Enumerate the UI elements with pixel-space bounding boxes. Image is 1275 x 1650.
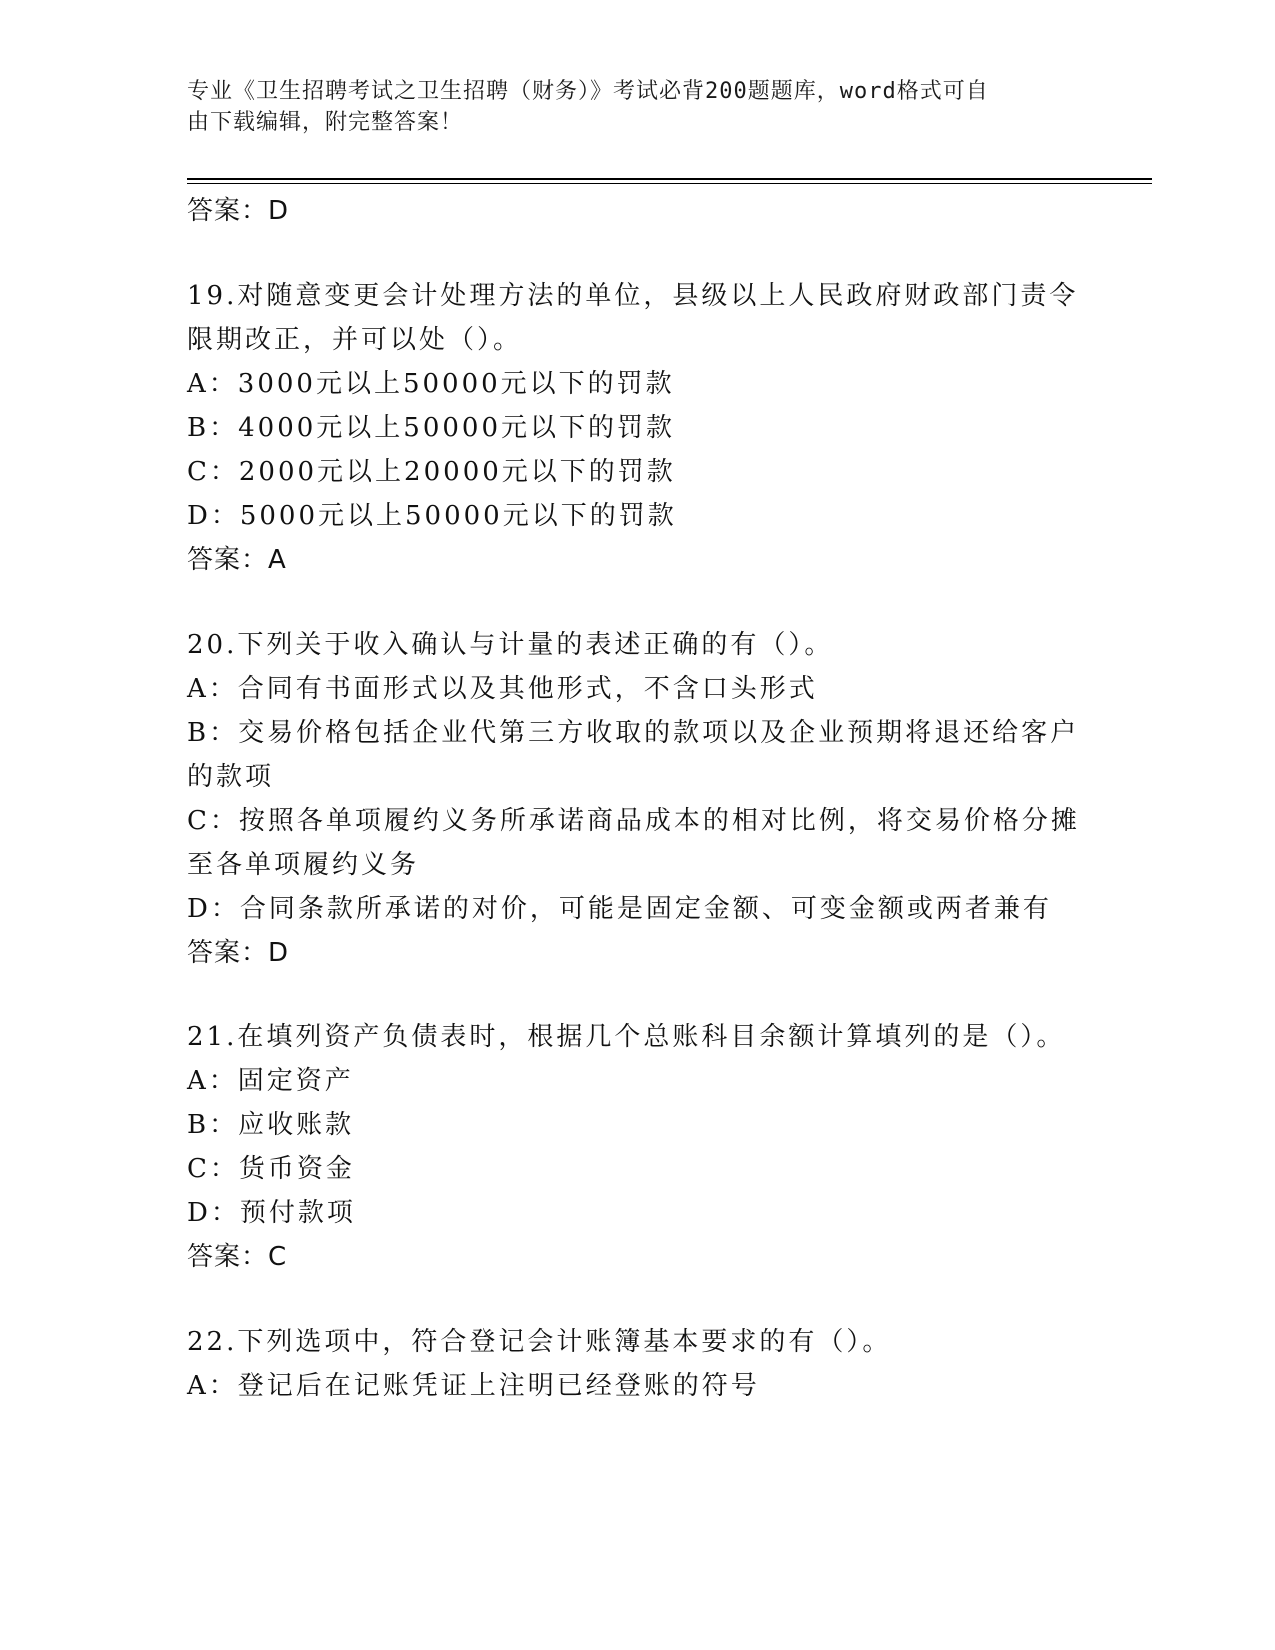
question-21-answer: 答案：C xyxy=(187,1242,288,1272)
question-21-option-a: A：固定资产 xyxy=(187,1066,354,1096)
question-20-option-b-line-2: 的款项 xyxy=(187,762,275,792)
header-line-1: 专业《卫生招聘考试之卫生招聘（财务）》考试必背200题题库，word格式可自 xyxy=(187,79,989,104)
question-21-stem: 21.在填列资产负债表时，根据几个总账科目余额计算填列的是（）。 xyxy=(187,1022,1066,1052)
previous-answer: 答案：D xyxy=(187,196,290,226)
document-header xyxy=(187,76,1067,138)
question-19-option-b: B：4000元以上50000元以下的罚款 xyxy=(187,413,675,443)
header-rule-thin xyxy=(187,183,1152,184)
question-21-option-c: C：货币资金 xyxy=(187,1154,355,1184)
header-line-2: 由下载编辑，附完整答案！ xyxy=(187,110,464,135)
question-20-option-b-line-1: B：交易价格包括企业代第三方收取的款项以及企业预期将退还给客户 xyxy=(187,718,1080,748)
question-19-option-d: D：5000元以上50000元以下的罚款 xyxy=(187,501,677,531)
question-20-option-c-line-2: 至各单项履约义务 xyxy=(187,850,420,880)
question-21-option-b: B：应收账款 xyxy=(187,1110,355,1140)
question-19-stem-line-1: 19.对随意变更会计处理方法的单位，县级以上人民政府财政部门责令 xyxy=(187,281,1079,311)
question-19-option-a: A：3000元以上50000元以下的罚款 xyxy=(187,369,675,399)
question-20-stem: 20.下列关于收入确认与计量的表述正确的有（）。 xyxy=(187,630,834,660)
question-22-stem: 22.下列选项中，符合登记会计账簿基本要求的有（）。 xyxy=(187,1327,892,1357)
question-19-option-c: C：2000元以上20000元以下的罚款 xyxy=(187,457,676,487)
question-22-option-a: A：登记后在记账凭证上注明已经登账的符号 xyxy=(187,1371,760,1401)
question-19-answer: 答案：A xyxy=(187,545,287,575)
question-20-answer: 答案：D xyxy=(187,938,290,968)
question-20-option-a: A：合同有书面形式以及其他形式，不含口头形式 xyxy=(187,674,818,704)
question-19-stem-line-2: 限期改正，并可以处（）。 xyxy=(187,325,523,355)
question-20-option-d: D：合同条款所承诺的对价，可能是固定金额、可变金额或两者兼有 xyxy=(187,894,1052,924)
header-rule-thick xyxy=(187,178,1152,180)
question-20-option-c-line-1: C：按照各单项履约义务所承诺商品成本的相对比例，将交易价格分摊 xyxy=(187,806,1080,836)
question-21-option-d: D：预付款项 xyxy=(187,1198,356,1228)
